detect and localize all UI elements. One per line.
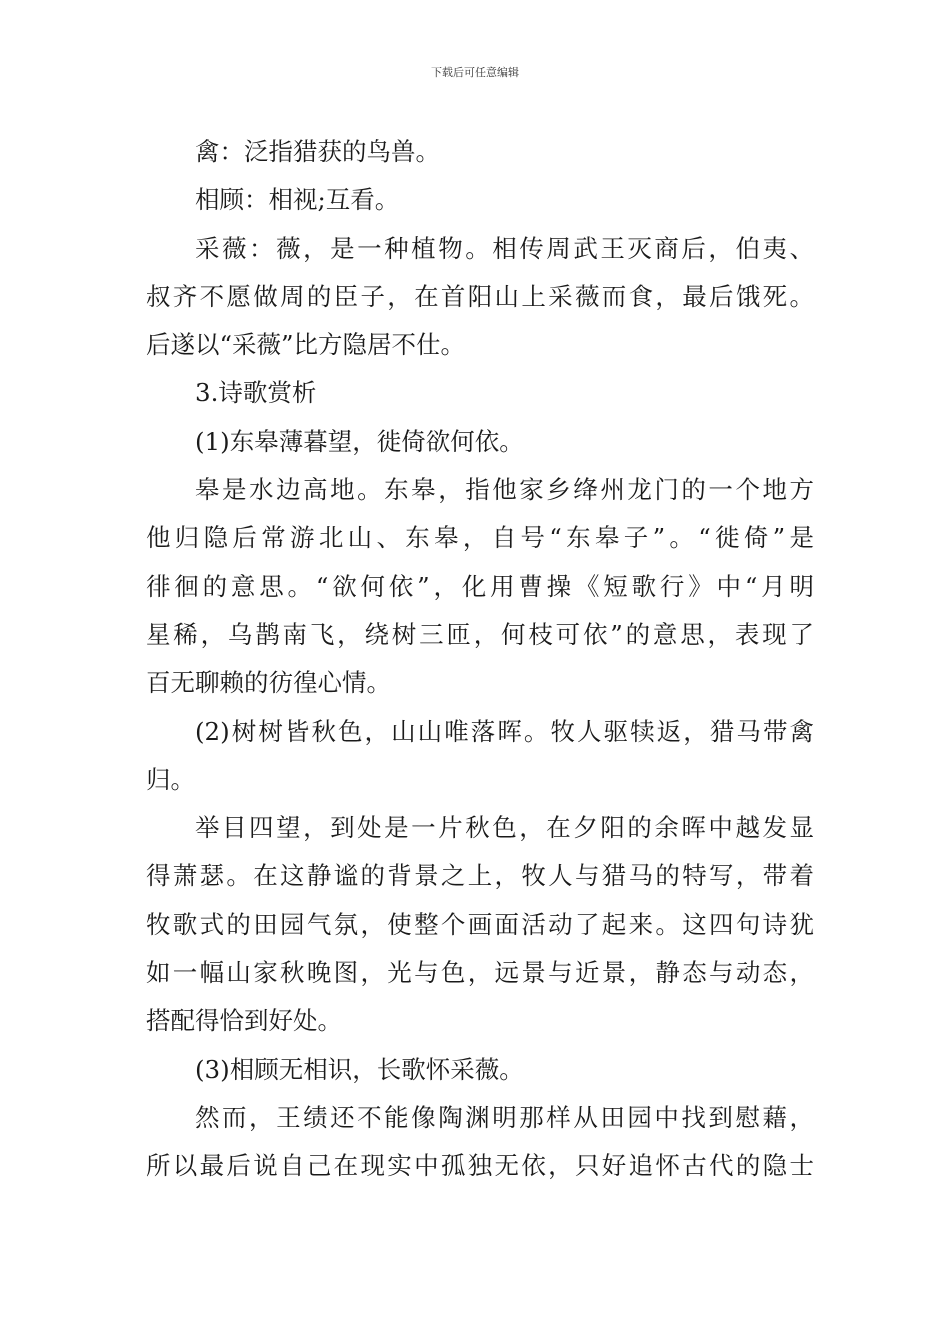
verse-quote-2 <box>146 708 814 805</box>
verse-quote-1 <box>146 418 814 466</box>
text-line: 得萧瑟。在这静谧的背景之上，牧人与猎马的特写，带着 <box>146 861 814 891</box>
text-line: (3)相顾无相识，长歌怀采薇。 <box>195 1054 524 1084</box>
text-line: 搭配得恰到好处。 <box>146 1006 342 1036</box>
document-body <box>146 128 814 1191</box>
analysis-paragraph-2 <box>146 804 814 1045</box>
analysis-paragraph-3 <box>146 1094 814 1191</box>
paragraph-qin-definition <box>146 128 814 176</box>
text-line: 相顾：相视;互看。 <box>195 185 400 215</box>
text-line: 归。 <box>146 764 195 794</box>
text-line: 禽：泛指猎获的鸟兽。 <box>195 137 440 166</box>
text-line: 百无聊赖的彷徨心情。 <box>146 668 391 698</box>
text-line: (1)东皋薄暮望，徙倚欲何依。 <box>195 426 524 456</box>
text-line: 所以最后说自己在现实中孤独无依，只好追怀古代的隐士 <box>146 1151 814 1181</box>
text-line: (2)树树皆秋色，山山唯落晖。牧人驱犊返，猎马带禽 <box>195 716 814 746</box>
page-header: 下载后可任意编辑 <box>431 66 519 79</box>
text-line: 徘徊的意思。“欲何依”，化用曹操《短歌行》中“月明 <box>146 571 814 601</box>
text-line: 3.诗歌赏析 <box>195 378 317 408</box>
text-line: 然而，王绩还不能像陶渊明那样从田园中找到慰藉， <box>195 1102 814 1132</box>
text-line: 采薇：薇，是一种植物。相传周武王灭商后，伯夷、 <box>195 233 814 263</box>
paragraph-caiwei-definition <box>146 225 814 370</box>
analysis-paragraph-1 <box>146 466 814 707</box>
text-line: 叔齐不愿做周的臣子，在首阳山上采薇而食，最后饿死。 <box>146 281 814 311</box>
text-line: 他归隐后常游北山、东皋，自号“东皋子”。“徙倚”是 <box>146 523 814 553</box>
text-line: 牧歌式的田园气氛，使整个画面活动了起来。这四句诗犹 <box>146 909 814 939</box>
text-line: 后遂以“采薇”比方隐居不仕。 <box>146 330 466 360</box>
section-heading-poem-appreciation <box>146 369 814 417</box>
verse-quote-3 <box>146 1046 814 1094</box>
text-line: 皋是水边高地。东皋，指他家乡绛州龙门的一个地方 <box>195 475 814 505</box>
text-line: 星稀，乌鹊南飞，绕树三匝，何枝可依”的意思，表现了 <box>146 619 814 649</box>
text-line: 如一幅山家秋晚图，光与色，远景与近景，静态与动态， <box>146 958 814 988</box>
text-line: 举目四望，到处是一片秋色，在夕阳的余晖中越发显 <box>195 813 814 843</box>
paragraph-xianggu-definition <box>146 176 814 224</box>
